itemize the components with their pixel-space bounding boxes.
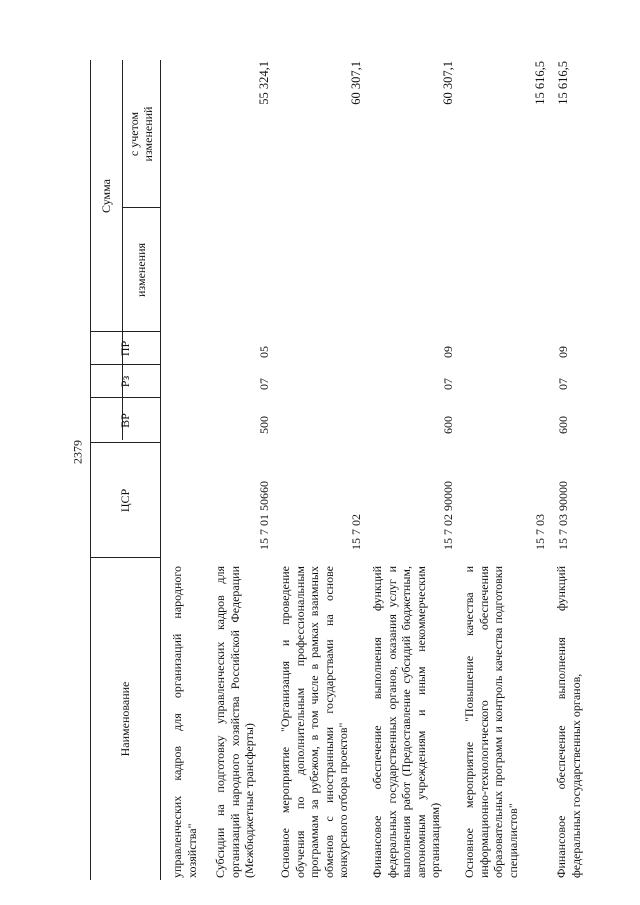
header-bottom-border (160, 60, 161, 880)
row-vr: 500 (257, 416, 271, 434)
row-name: Основное мероприятие "Повышение качества и информационно-технологического обеспечения образовательных программ и контроль качества подготовки специалистов" (462, 566, 520, 878)
row-total: 55 324,1 (257, 61, 271, 105)
budget-table (90, 60, 640, 880)
row-total: 60 307,1 (441, 61, 455, 105)
row-pr: 05 (257, 346, 271, 358)
row-vr: 600 (441, 416, 455, 434)
row-csr: 15 7 03 90000 (556, 481, 570, 550)
row-name: Субсидии на подготовку управленческих кадров для организаций народного хозяйства Российской Федерации (Межбюджетные трансферты) (213, 566, 256, 878)
row-csr: 15 7 02 (349, 514, 363, 550)
row-name: Финансовое обеспечение выполнения функций федеральных государственных органов, (554, 566, 583, 878)
row-rz: 07 (257, 378, 271, 390)
row-pr: 09 (556, 346, 570, 358)
header-name: Наименование (118, 681, 132, 757)
row-pr: 09 (441, 346, 455, 358)
row-rz: 07 (556, 378, 570, 390)
header-vr: ВР (118, 413, 132, 428)
header-pr: ПР (118, 340, 132, 357)
page-number: 2379 (70, 440, 85, 464)
header-with-changes: с учетом изменений (127, 106, 155, 162)
header-sum: Сумма (99, 179, 113, 213)
header-change: изменения (134, 242, 148, 298)
row-csr: 15 7 02 90000 (441, 481, 455, 550)
row-csr: 15 7 03 (533, 514, 547, 550)
row-name: Финансовое обеспечение выполнения функций федеральных государственных органов, оказания услуг и выполнения работ (Предоставление субсидий бюджетным, автономным учреждениям и иным некоммерческим организациям) (370, 566, 442, 878)
header-csr: ЦСР (118, 488, 132, 513)
row-name: управленческих кадров для организаций народного хозяйства" (170, 566, 199, 878)
header-rz: Рз (118, 375, 132, 388)
row-vr: 600 (556, 416, 570, 434)
row-total: 60 307,1 (349, 61, 363, 105)
row-name: Основное мероприятие "Организация и проведение обучения по дополнительным профессиональным программам за рубежом, в том числе в рамках взаимных обменов с иностранными государствами на основе конкурсного отбора проектов" (278, 566, 350, 878)
row-total: 15 616,5 (556, 61, 570, 105)
row-rz: 07 (441, 378, 455, 390)
row-total: 15 616,5 (533, 61, 547, 105)
row-csr: 15 7 01 50660 (257, 481, 271, 550)
